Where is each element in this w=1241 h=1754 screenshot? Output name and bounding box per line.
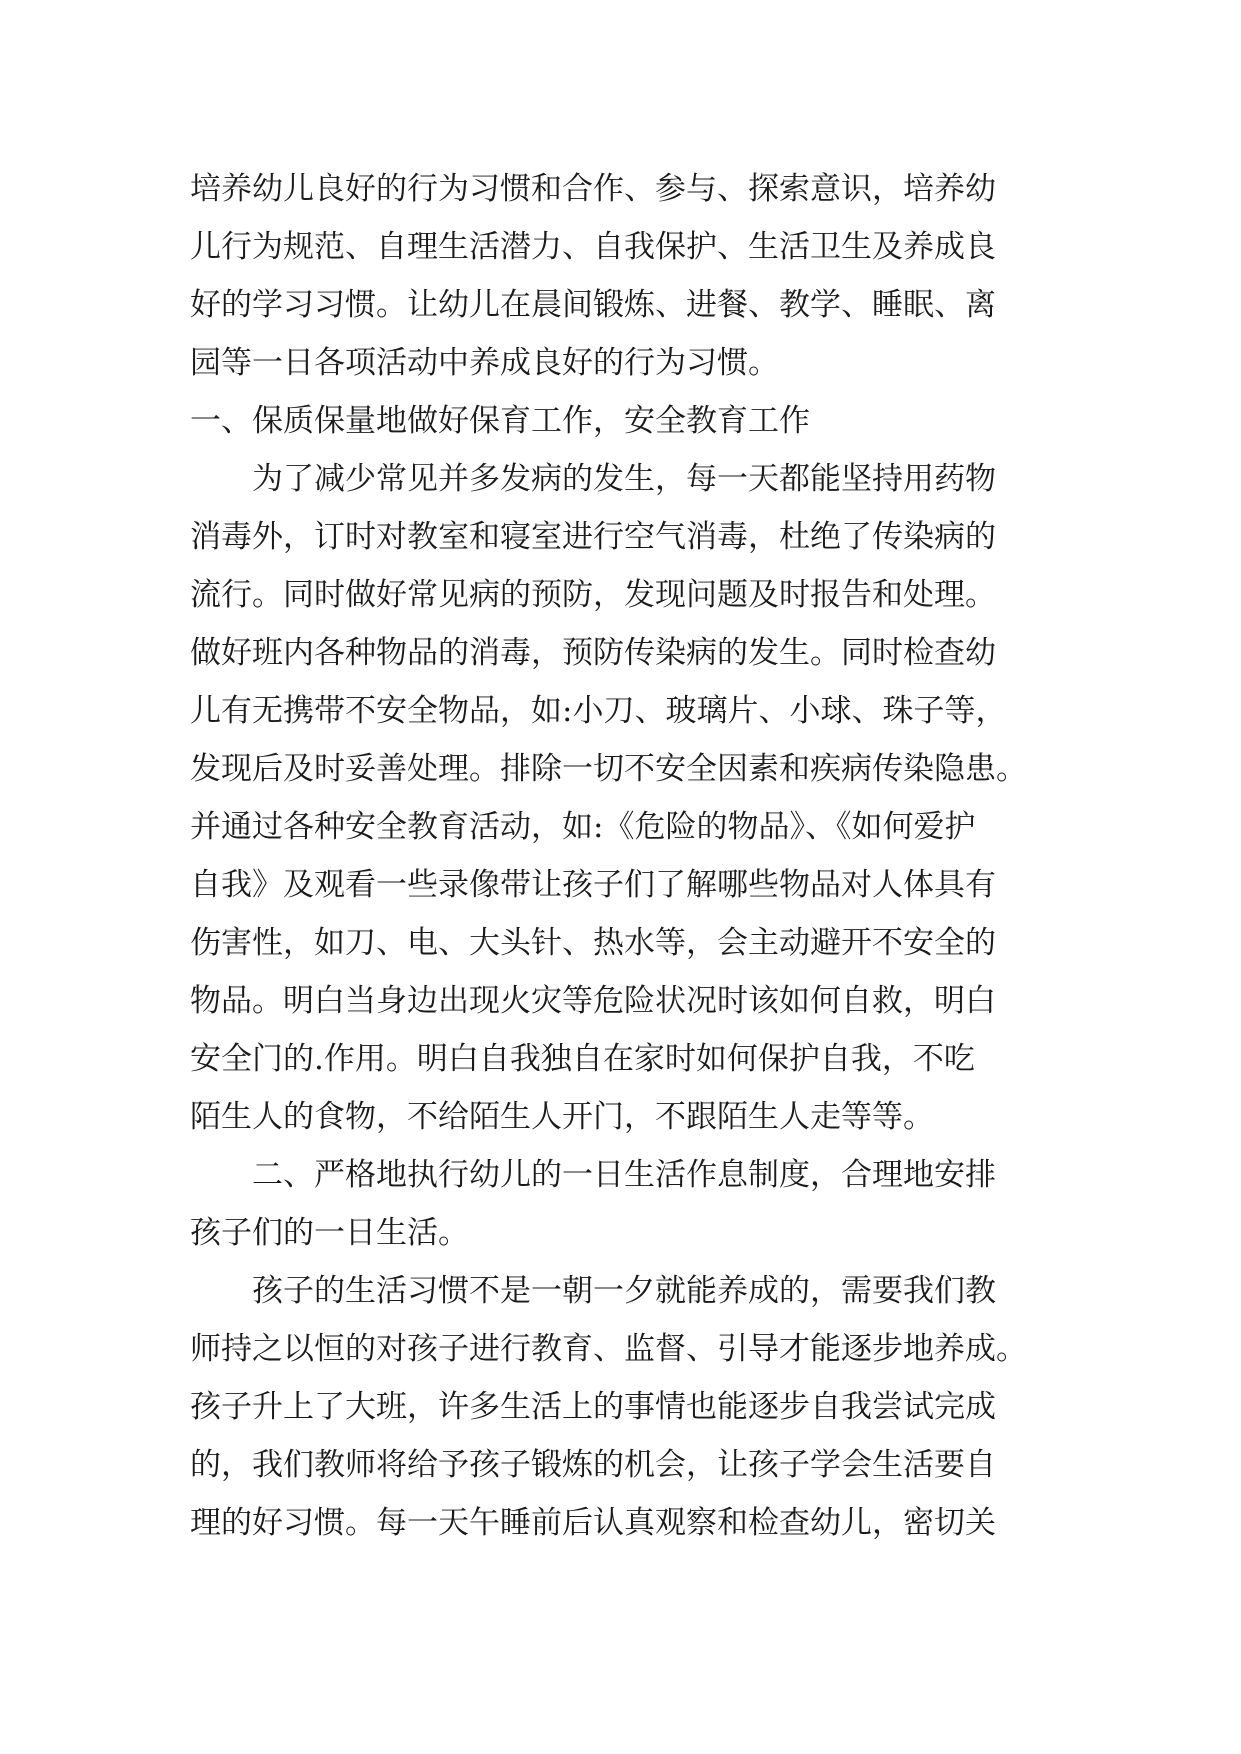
text-line: 孩子的生活习惯不是一朝一夕就能养成的，需要我们教 bbox=[190, 1273, 996, 1309]
text-line: 园等一日各项活动中养成良好的行为习惯。 bbox=[190, 345, 779, 381]
section-heading: 一、保质保量地做好保育工作，安全教育工作 bbox=[190, 403, 810, 439]
text-line: 的，我们教师将给予孩子锻炼的机会，让孩子学会生活要自 bbox=[190, 1447, 996, 1483]
text-line: 培养幼儿良好的行为习惯和合作、参与、探索意识，培养幼 bbox=[190, 171, 996, 207]
text-line: 孩子们的一日生活。 bbox=[190, 1215, 469, 1251]
section-heading: 二、严格地执行幼儿的一日生活作息制度，合理地安排 bbox=[190, 1157, 996, 1193]
text-line: 为了减少常见并多发病的发生，每一天都能坚持用药物 bbox=[190, 461, 996, 497]
text-line: 做好班内各种物品的消毒，预防传染病的发生。同时检查幼 bbox=[190, 635, 996, 671]
text-line: 陌生人的食物，不给陌生人开门，不跟陌生人走等等。 bbox=[190, 1099, 934, 1135]
text-line: 儿有无携带不安全物品，如:小刀、玻璃片、小球、珠子等， bbox=[190, 693, 1007, 729]
text-line: 儿行为规范、自理生活潜力、自我保护、生活卫生及养成良 bbox=[190, 229, 996, 265]
text-line: 好的学习习惯。让幼儿在晨间锻炼、进餐、教学、睡眠、离 bbox=[190, 287, 996, 323]
text-line: 并通过各种安全教育活动，如:《危险的物品》、《如何爱护 bbox=[190, 809, 976, 845]
text-line: 安全门的.作用。明白自我独自在家时如何保护自我，不吃 bbox=[190, 1041, 975, 1077]
text-line: 孩子升上了大班，许多生活上的事情也能逐步自我尝试完成 bbox=[190, 1389, 996, 1425]
text-line: 自我》及观看一些录像带让孩子们了解哪些物品对人体具有 bbox=[190, 867, 996, 903]
text-line: 理的好习惯。每一天午睡前后认真观察和检查幼儿，密切关 bbox=[190, 1505, 996, 1541]
body-text bbox=[190, 160, 1070, 1552]
text-line: 发现后及时妥善处理。排除一切不安全因素和疾病传染隐患。 bbox=[190, 751, 1027, 787]
text-line: 师持之以恒的对孩子进行教育、监督、引导才能逐步地养成。 bbox=[190, 1331, 1027, 1367]
text-line: 物品。明白当身边出现火灾等危险状况时该如何自救，明白 bbox=[190, 983, 996, 1019]
text-line: 消毒外，订时对教室和寝室进行空气消毒，杜绝了传染病的 bbox=[190, 519, 996, 555]
text-line: 伤害性，如刀、电、大头针、热水等，会主动避开不安全的 bbox=[190, 925, 996, 961]
text-line: 流行。同时做好常见病的预防，发现问题及时报告和处理。 bbox=[190, 577, 996, 613]
